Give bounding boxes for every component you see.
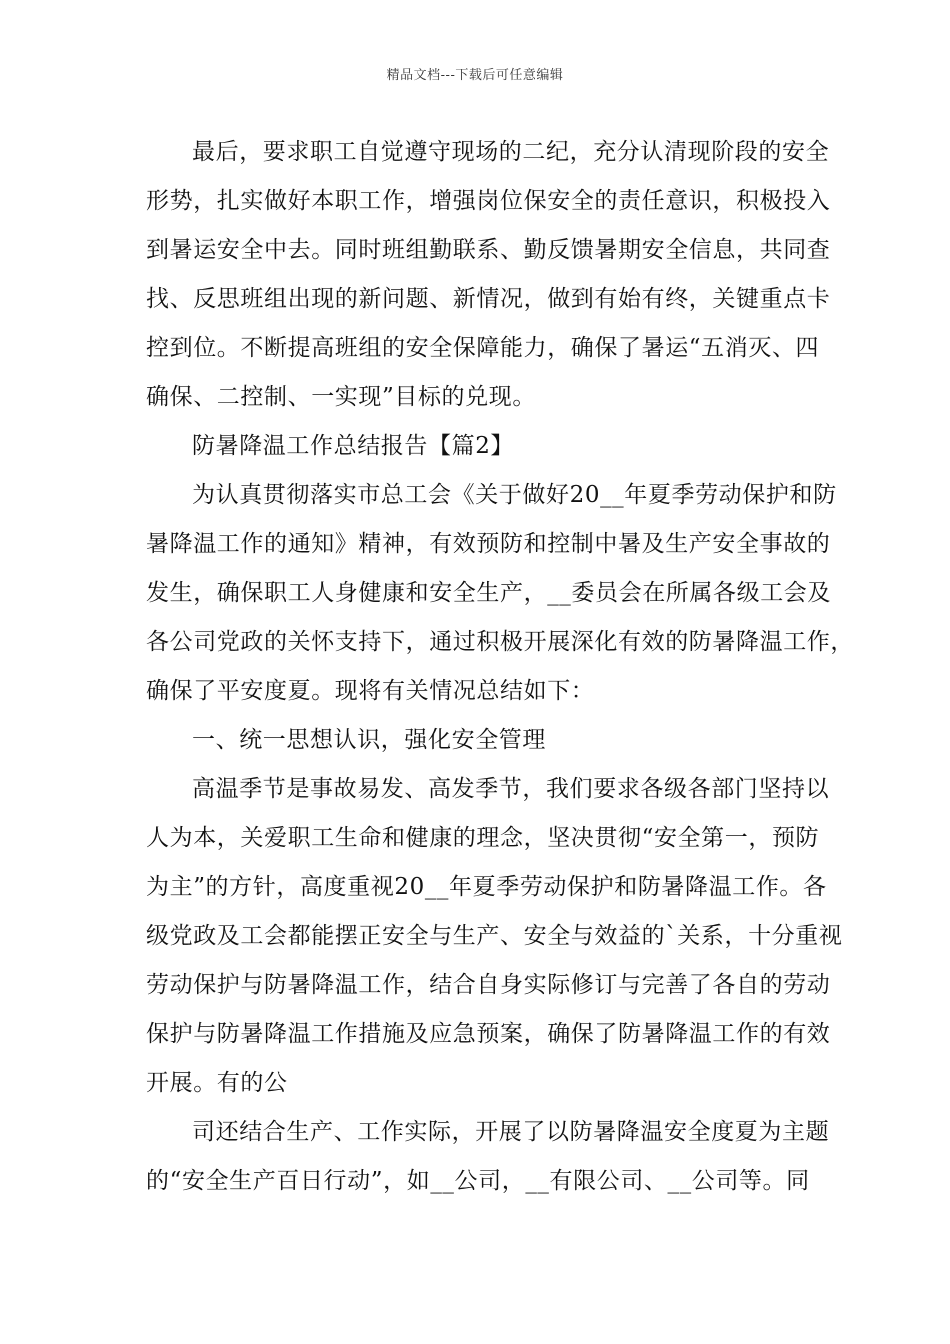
paragraph-line: 人为本，关爱职工生命和健康的理念，坚决贯彻“安全第一，预防 [146, 825, 820, 851]
paragraph-line: 劳动保护与防暑降温工作，结合自身实际修订与完善了各自的劳动 [146, 972, 831, 998]
document-body [146, 128, 854, 1206]
paragraph-line: 暑降温工作的通知》精神，有效预防和控制中暑及生产安全事故的 [146, 531, 831, 557]
page-header: 精品文档---下载后可任意编辑 [386, 68, 564, 83]
paragraph-line: 的“安全生产百日行动”，如__公司，__有限公司、__公司等。同 [146, 1168, 810, 1194]
paragraph-line: 为认真贯彻落实市总工会《关于做好20__年夏季劳动保护和防 [192, 482, 837, 508]
paragraph-line: 司还结合生产、工作实际，开展了以防暑降温安全度夏为主题 [192, 1119, 830, 1145]
paragraph-line: 到暑运安全中去。同时班组勤联系、勤反馈暑期安全信息，共同查 [146, 237, 831, 263]
subsection-heading: 一、统一思想认识，强化安全管理 [192, 727, 546, 753]
section-title: 防暑降温工作总结报告【篇2】 [192, 433, 515, 459]
paragraph-line: 发生，确保职工人身健康和安全生产，__委员会在所属各级工会及 [146, 580, 831, 606]
paragraph-line: 高温季节是事故易发、高发季节，我们要求各级各部门坚持以 [192, 776, 830, 802]
paragraph-line: 确保了平安度夏。现将有关情况总结如下： [146, 678, 595, 704]
paragraph-line: 保护与防暑降温工作措施及应急预案，确保了防暑降温工作的有效 [146, 1021, 831, 1047]
paragraph-line: 确保、二控制、一实现”目标的兑现。 [146, 384, 536, 410]
paragraph-line: 最后，要求职工自觉遵守现场的二纪，充分认清现阶段的安全 [192, 139, 830, 165]
paragraph-line: 为主”的方针，高度重视20__年夏季劳动保护和防暑降温工作。各 [146, 874, 827, 900]
paragraph-line: 控到位。不断提高班组的安全保障能力，确保了暑运“五消灭、四 [146, 335, 820, 361]
paragraph-line: 找、反思班组出现的新问题、新情况，做到有始有终，关键重点卡 [146, 286, 831, 312]
paragraph-line: 各公司党政的关怀支持下，通过积极开展深化有效的防暑降温工作， [146, 629, 854, 655]
paragraph-line: 级党政及工会都能摆正安全与生产、安全与效益的`关系，十分重视 [146, 923, 843, 949]
paragraph-line: 形势，扎实做好本职工作，增强岗位保安全的责任意识，积极投入 [146, 188, 831, 214]
paragraph-line: 开展。有的公 [146, 1070, 288, 1096]
